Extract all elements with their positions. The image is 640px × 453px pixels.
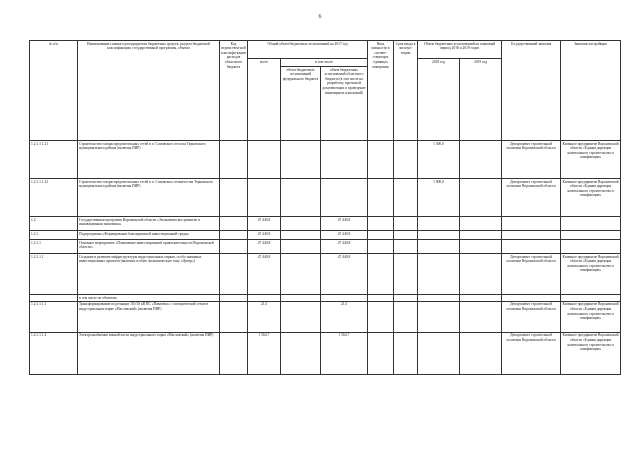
cell-term (394, 240, 418, 254)
cell-y2018 (418, 332, 460, 374)
cell-num: 1.2.1.1.1.1 (30, 301, 78, 332)
cell-code (220, 295, 248, 302)
cell-name: Основное мероприятие «Повышение инвестиционной привлекательности Воронежской области» (78, 240, 220, 254)
cell-name: Государственная программа Воронежской области «Экономическое развитие и инновационная экономика» (78, 217, 220, 231)
cell-name: Электроснабжение южной части индустриального парка «Масловский» (включая ПИР) (78, 332, 220, 374)
cell-federal (281, 295, 321, 302)
cell-total (248, 141, 281, 179)
table-row (30, 179, 621, 217)
table-row (30, 301, 621, 332)
header-total-group: Общий объем бюджетных ассигнований на 2017 год (248, 41, 368, 59)
cell-code (220, 231, 248, 240)
cell-code (220, 179, 248, 217)
table-row (30, 217, 621, 231)
cell-capacity (368, 231, 394, 240)
cell-num (30, 295, 78, 302)
table-row (30, 231, 621, 240)
cell-customer (502, 295, 561, 302)
header-developer: Заказчик-застройщик (561, 41, 621, 141)
cell-total: 47 440,8 (248, 254, 281, 295)
cell-num: 1.2.1.1.1.21 (30, 141, 78, 179)
cell-customer (502, 217, 561, 231)
header-name: Наименование главного распорядителя бюджетных средств, раздела бюджетной классификации, государственной программы, объекта (78, 41, 220, 141)
cell-capacity (368, 295, 394, 302)
cell-regional: 47 440,8 (321, 254, 368, 295)
cell-developer: Казенное предприятие Воронежской области «Единая дирекция капитального строительства и газификации» (561, 141, 621, 179)
cell-y2019 (460, 332, 502, 374)
header-federal: объем бюджетных ассигнований федерального бюджета (281, 67, 321, 141)
cell-y2018 (418, 301, 460, 332)
cell-y2019 (460, 231, 502, 240)
cell-capacity (368, 332, 394, 374)
cell-regional (321, 179, 368, 217)
cell-capacity (368, 141, 394, 179)
budget-table (29, 40, 621, 375)
cell-name: Строительство газораспределительных сетей в п. Сомовского лесничества Терновского муниципального района (включая ПИР) (78, 179, 220, 217)
cell-developer (561, 295, 621, 302)
cell-regional: 47 440,8 (321, 240, 368, 254)
cell-federal (281, 240, 321, 254)
cell-code (220, 217, 248, 231)
cell-developer: Казенное предприятие Воронежской области «Единая дирекция капитального строительства и газификации» (561, 179, 621, 217)
cell-total: 1 564,7 (248, 332, 281, 374)
cell-y2018: 1 900,0 (418, 179, 460, 217)
cell-regional (321, 141, 368, 179)
cell-federal (281, 332, 321, 374)
cell-y2018 (418, 254, 460, 295)
cell-regional: 1 564,7 (321, 332, 368, 374)
header-incl: в том числе (281, 59, 368, 67)
cell-regional (321, 295, 368, 302)
cell-code (220, 332, 248, 374)
cell-term (394, 301, 418, 332)
cell-developer: Казенное предприятие Воронежской области «Единая дирекция капитального строительства и газификации» (561, 254, 621, 295)
cell-regional: 47 440,8 (321, 217, 368, 231)
cell-code (220, 254, 248, 295)
cell-num: 1.2.1.1.1.2 (30, 332, 78, 374)
cell-y2019 (460, 240, 502, 254)
cell-y2019 (460, 295, 502, 302)
cell-name: в том числе по объектам: (78, 295, 220, 302)
cell-capacity (368, 179, 394, 217)
cell-federal (281, 141, 321, 179)
cell-federal (281, 179, 321, 217)
cell-term (394, 217, 418, 231)
header-capacity: Ввод мощности в соответ-ствующих единицах измерения (368, 41, 394, 141)
table-row (30, 254, 621, 295)
cell-customer: Департамент строительной политики Воронежской области (502, 332, 561, 374)
cell-y2018 (418, 295, 460, 302)
header-2019: 2019 год (460, 59, 502, 141)
cell-developer (561, 240, 621, 254)
cell-regional: 21,5 (321, 301, 368, 332)
cell-y2018 (418, 217, 460, 231)
cell-code (220, 141, 248, 179)
cell-capacity (368, 217, 394, 231)
cell-name: Строительство газораспределительных сетей в п. Сомовского лесхоза Терновского муниципального района (включая ПИР) (78, 141, 220, 179)
cell-customer: Департамент строительной политики Воронежской области (502, 141, 561, 179)
cell-regional: 47 440,8 (321, 231, 368, 240)
cell-num: 1.2.1.1.1.22 (30, 179, 78, 217)
cell-customer (502, 240, 561, 254)
cell-name: Подпрограмма «Формирование благоприятной инвестиционной среды» (78, 231, 220, 240)
cell-developer: Казенное предприятие Воронежской области «Единая дирекция капитального строительства и газификации» (561, 301, 621, 332)
table-row (30, 141, 621, 179)
header-num: № п/п (30, 41, 78, 141)
cell-term (394, 179, 418, 217)
cell-y2019 (460, 179, 502, 217)
cell-y2018 (418, 231, 460, 240)
cell-customer (502, 231, 561, 240)
cell-num: 1.2 (30, 217, 78, 231)
cell-capacity (368, 240, 394, 254)
cell-total: 47 440,8 (248, 231, 281, 240)
cell-num: 1.2.1.1 (30, 240, 78, 254)
table-row (30, 332, 621, 374)
table-row (30, 240, 621, 254)
cell-code (220, 301, 248, 332)
cell-total: 47 440,8 (248, 240, 281, 254)
table-body (30, 141, 621, 375)
cell-term (394, 141, 418, 179)
page-number: 6 (318, 14, 322, 20)
cell-y2018: 1 500,0 (418, 141, 460, 179)
cell-num: 1.2.1 (30, 231, 78, 240)
table-row (30, 295, 621, 302)
cell-total: 47 440,8 (248, 217, 281, 231)
cell-federal (281, 254, 321, 295)
table-header (30, 41, 621, 141)
cell-developer: Казенное предприятие Воронежской области «Единая дирекция капитального строительства и газификации» (561, 332, 621, 374)
cell-code (220, 240, 248, 254)
header-term: Срок ввода в эксплуа-тацию (394, 41, 418, 141)
cell-name: Трансформирование подстанции 110/10 кВ ПС «Павловск» с электрической сетью в индустриальном парке «Масловский» (включая ПИР) (78, 301, 220, 332)
cell-y2019 (460, 301, 502, 332)
header-customer: Государственный заказчик (502, 41, 561, 141)
cell-customer: Департамент строительной политики Воронежской области (502, 301, 561, 332)
cell-federal (281, 301, 321, 332)
header-regional: объем бюджетных ассигнований областного бюджета (в том числе на разработку проектной документации и проведение инженерных изысканий) (321, 67, 368, 141)
cell-term (394, 231, 418, 240)
cell-term (394, 295, 418, 302)
cell-y2019 (460, 217, 502, 231)
header-2018: 2018 год (418, 59, 460, 141)
cell-customer: Департамент строительной политики Воронежской области (502, 254, 561, 295)
cell-capacity (368, 301, 394, 332)
cell-total (248, 179, 281, 217)
cell-y2019 (460, 254, 502, 295)
cell-term (394, 254, 418, 295)
header-code: Код ведомствен-ной классифи-кации расходов областного бюджета (220, 41, 248, 141)
cell-federal (281, 231, 321, 240)
cell-y2019 (460, 141, 502, 179)
cell-name: Создание и развитие инфраструктуры индустриальных парков, особо значимых инвестиционных проектов (включая особую экономическую зону «Центр») (78, 254, 220, 295)
cell-capacity (368, 254, 394, 295)
cell-y2018 (418, 240, 460, 254)
header-total: всего (248, 59, 281, 141)
cell-developer (561, 217, 621, 231)
cell-total: 21,5 (248, 301, 281, 332)
cell-term (394, 332, 418, 374)
cell-num: 1.2.1.1.1 (30, 254, 78, 295)
cell-customer: Департамент строительной политики Воронежской области (502, 179, 561, 217)
cell-federal (281, 217, 321, 231)
cell-total (248, 295, 281, 302)
header-plan-group: Объем бюджетных ассигнований на плановый период 2018 и 2019 годов (418, 41, 502, 59)
cell-developer (561, 231, 621, 240)
